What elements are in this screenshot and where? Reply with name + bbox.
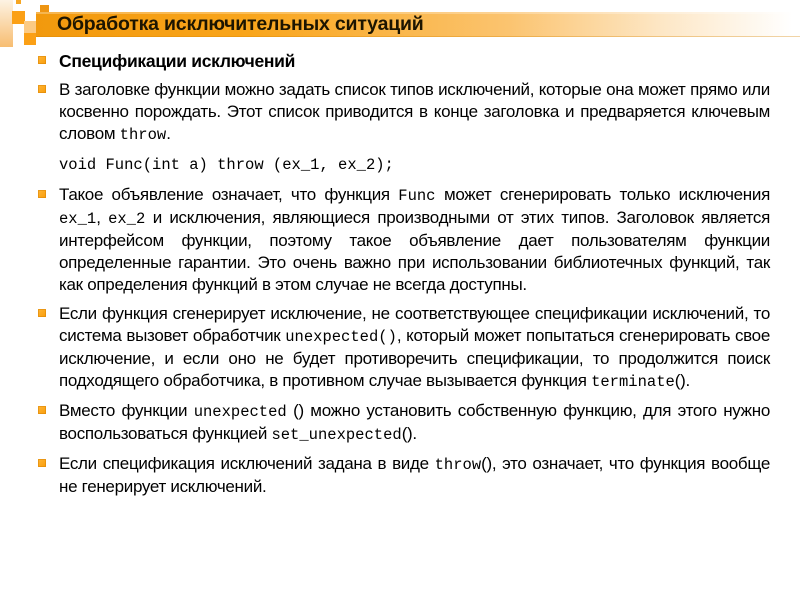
text-segment: Такое объявление означает, что функция — [59, 185, 399, 204]
paragraph-text — [59, 50, 770, 72]
paragraph-text — [59, 184, 770, 296]
bullet-item — [38, 184, 770, 296]
text-segment: может сгенерировать только исключения — [435, 185, 770, 204]
text-segment: (). — [674, 371, 690, 390]
slide-title: Обработка исключительных ситуаций — [57, 13, 424, 35]
text-segment: (). — [401, 424, 417, 443]
bullet-square-icon — [38, 459, 46, 467]
bullet-item — [38, 50, 770, 72]
code-token: Func — [398, 187, 436, 205]
text-segment: . — [166, 124, 171, 143]
slide-content — [0, 50, 800, 505]
paragraph-text — [59, 79, 770, 146]
deco-square-bright-2 — [24, 33, 36, 45]
code-token: throw — [119, 126, 167, 144]
code-token: terminate — [591, 373, 675, 391]
text-segment: , который может попытаться сгенерировать свое исключение, и если оно не будет противоречить спецификации, то продолжится поиск подходящего обработчика, в противном случае вызывается функция — [59, 326, 770, 390]
bullet-square-icon — [38, 190, 46, 198]
deco-square-tan — [24, 21, 36, 33]
deco-chip-top — [16, 0, 21, 4]
text-segment: и исключения, являющиеся производными от этих типов. Заголовок является интерфейсом функции, поэтому такое объявление дает пользователям функции определенные гарантии. Это очень важно при использовании библиотечных функций, так как определения функций в этом случае не всегда доступны. — [59, 208, 770, 294]
bullet-item — [38, 453, 770, 498]
text-segment: Спецификации исключений — [59, 51, 296, 71]
bullet-square-icon — [38, 309, 46, 317]
paragraph-text — [59, 453, 770, 498]
text-segment: Вместо функции — [59, 401, 194, 420]
code-token: ex_1 — [59, 210, 97, 228]
bullet-square-icon — [38, 56, 46, 64]
text-segment: () можно установить собственную функцию, для этого нужно воспользоваться функцией — [59, 401, 770, 443]
code-token: unexpected — [193, 403, 287, 421]
text-segment: (), это означает, что функция вообще не генерирует исключений. — [59, 454, 770, 496]
bullet-item — [38, 303, 770, 393]
paragraph-text — [59, 303, 770, 393]
text-segment: В заголовке функции можно задать список типов исключений, которые она может прямо или косвенно порождать. Этот список приводится в конце заголовка и предваряется ключевым словом — [59, 80, 770, 143]
bullet-square-icon — [38, 406, 46, 414]
code-line — [38, 153, 770, 176]
paragraph-text — [59, 400, 770, 446]
text-segment: , — [96, 208, 109, 227]
title-bar — [36, 12, 800, 37]
code-token: void Func(int a) throw (ex_1, ex_2); — [59, 156, 394, 174]
bullet-item — [38, 400, 770, 446]
paragraph-text — [59, 153, 770, 176]
code-indent — [38, 159, 46, 167]
bullet-square-icon — [38, 85, 46, 93]
bullet-item — [38, 79, 770, 146]
code-token: unexpected() — [285, 328, 397, 346]
code-token: ex_2 — [108, 210, 146, 228]
code-token: set_unexpected — [271, 426, 402, 444]
text-segment: Если функция сгенерирует исключение, не соответствующее спецификации исключений, то система вызовет обработчик — [59, 304, 770, 345]
code-token: throw — [434, 456, 482, 474]
text-segment: Если спецификация исключений задана в виде — [59, 454, 435, 473]
